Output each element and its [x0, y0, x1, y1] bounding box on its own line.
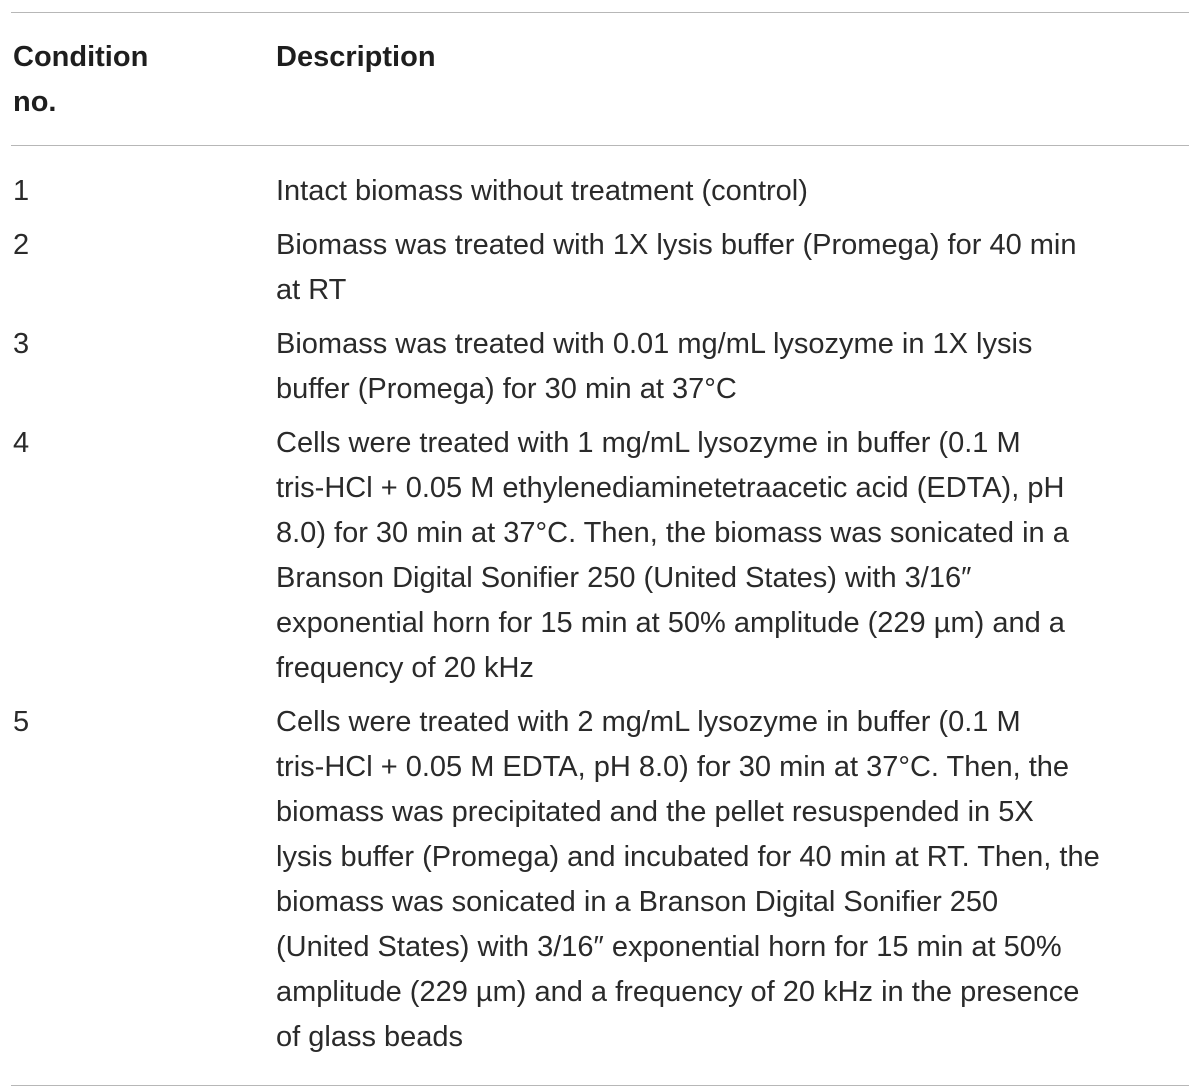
cell-condition: 5	[13, 706, 30, 738]
cell-condition: 2	[13, 229, 30, 261]
cell-description: Cells were treated with 1 mg/mL lysozyme in buffer (0.1 M tris-HCl + 0.05 M ethylenediaminetetraacetic acid (EDTA), pH 8.0) for 30 min at 37°C. Then, the biomass was sonicated in a Branson Digital Sonifier 250 (United States) with 3/16″ exponential horn for 15 min at 50% amplitude (229 µm) and a frequency of 20 kHz	[276, 427, 1069, 684]
cell-description: Biomass was treated with 0.01 mg/mL lysozyme in 1X lysis buffer (Promega) for 30 min at 37°C	[276, 328, 1033, 405]
header-description: Description	[276, 41, 436, 73]
cell-description: Biomass was treated with 1X lysis buffer (Promega) for 40 min at RT	[276, 229, 1077, 306]
cell-condition: 3	[13, 328, 30, 360]
table-row	[11, 169, 1189, 214]
cell-condition: 4	[13, 427, 30, 459]
cell-description: Cells were treated with 2 mg/mL lysozyme in buffer (0.1 M tris-HCl + 0.05 M EDTA, pH 8.0) for 30 min at 37°C. Then, the biomass was precipitated and the pellet resuspended in 5X lysis buffer (Promega) and incubated for 40 min at RT. Then, the biomass was sonicated in a Branson Digital Sonifier 250 (United States) with 3/16″ exponential horn for 15 min at 50% amplitude (229 µm) and a frequency of 20 kHz in the presence of glass beads	[276, 706, 1100, 1053]
table-row	[11, 322, 1189, 412]
table-row	[11, 223, 1189, 313]
cell-description: Intact biomass without treatment (control)	[276, 175, 808, 207]
table-body	[11, 146, 1189, 1085]
table-row	[11, 421, 1189, 691]
cell-condition: 1	[13, 175, 30, 207]
table-header	[11, 13, 1189, 145]
header-condition: Condition no.	[13, 41, 149, 118]
conditions-table	[11, 12, 1189, 1086]
table-row	[11, 700, 1189, 1060]
